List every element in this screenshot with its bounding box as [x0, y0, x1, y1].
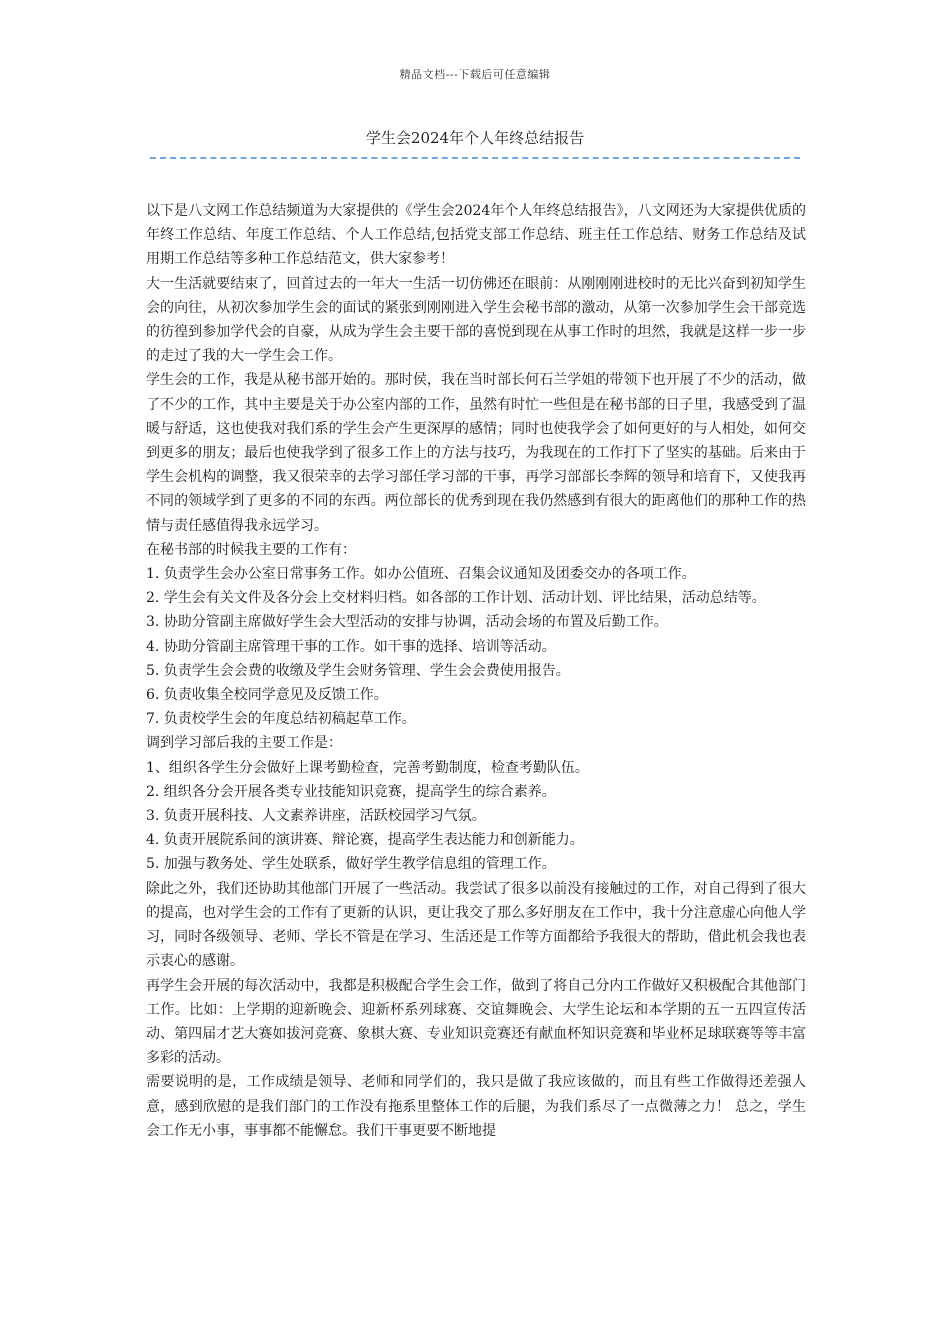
list-item: 4. 负责开展院系间的演讲赛、辩论赛，提高学生表达能力和创新能力。 [146, 832, 584, 849]
list-item: 3. 协助分管副主席做好学生会大型活动的安排与协调，活动会场的布置及后勤工作。 [146, 614, 668, 631]
intro-paragraph: 以下是八文网工作总结频道为大家提供的《学生会2024年个人年终总结报告》，八文网还为大家提供优质的年终工作总结、年度工作总结、个人工作总结,包括党支部工作总结、班主任工作总结、财务工作总结及试用期工作总结等多种工作总结范文，供大家参考！ [146, 203, 806, 268]
list-item: 5. 负责学生会会费的收缴及学生会财务管理、学生会会费使用报告。 [146, 662, 570, 679]
body-paragraph: 再学生会开展的每次活动中，我都是积极配合学生会工作，做到了将自己分内工作做好又积极配合其他部门工作。比如：上学期的迎新晚会、迎新杯系列球赛、交谊舞晚会、大学生论坛和本学期的五一五四宣传活动、第四届才艺大赛如拔河竞赛、象棋大赛、专业知识竞赛还有献血杯知识竞赛和毕业杯足球联赛等等丰富多彩的活动。 [146, 977, 806, 1067]
section-lead: 在秘书部的时候我主要的工作有： [146, 541, 356, 558]
list-item: 2. 组织各分会开展各类专业技能知识竞赛，提高学生的综合素养。 [146, 783, 556, 800]
section-lead: 调到学习部后我的主要工作是： [146, 735, 342, 752]
list-item: 3. 负责开展科技、人文素养讲座，活跃校园学习气氛。 [146, 808, 486, 825]
list-item: 1. 负责学生会办公室日常事务工作。如办公值班、召集会议通知及团委交办的各项工作。 [146, 566, 696, 583]
page-header-note: 精品文档---下载后可任意编辑 [399, 68, 551, 81]
list-item: 7. 负责校学生会的年度总结初稿起草工作。 [146, 711, 416, 728]
body-paragraph: 大一生活就要结束了，回首过去的一年大一生活一切仿佛还在眼前：从刚刚刚进校时的无比兴奋到初知学生会的向往，从初次参加学生会的面试的紧张到刚刚进入学生会秘书部的激动，从第一次参加学生会干部竞选的彷徨到参加学代会的自豪，从成为学生会主要干部的喜悦到现在从事工作时的坦然，我就是这样一步一步的走过了我的大一学生会工作。 [146, 275, 806, 365]
list-item: 5. 加强与教务处、学生处联系，做好学生教学信息组的管理工作。 [146, 856, 556, 873]
body-paragraph: 除此之外，我们还协助其他部门开展了一些活动。我尝试了很多以前没有接触过的工作，对自己得到了很大的提高，也对学生会的工作有了更新的认识，更让我交了那么多好朋友在工作中，我十分注意虚心向他人学习，同时各级领导、老师、学长不管是在学习、生活还是工作等方面都给予我很大的帮助，借此机会我也表示衷心的感谢。 [146, 880, 806, 970]
document-title: 学生会2024年个人年终总结报告 [365, 129, 585, 147]
list-item: 1、组织各学生分会做好上课考勤检查，完善考勤制度，检查考勤队伍。 [146, 759, 589, 776]
list-item: 2. 学生会有关文件及各分会上交材料归档。如各部的工作计划、活动计划、评比结果，活动总结等。 [146, 590, 766, 607]
body-paragraph: 学生会的工作，我是从秘书部开始的。那时侯，我在当时部长何石兰学姐的带领下也开展了不少的活动，做了不少的工作，其中主要是关于办公室内部的工作，虽然有时忙一些但是在秘书部的日子里，我感受到了温暖与舒适，这也使我对我们系的学生会产生更深厚的感情；同时也使我学会了如何更好的与人相处，如何交到更多的朋友；最后也使我学到了很多工作上的方法与技巧，为我现在的工作打下了坚实的基础。后来由于学生会机构的调整，我又很荣幸的去学习部任学习部的干事，再学习部部长李辉的领导和培育下，又使我再不同的领域学到了更多的不同的东西。两位部长的优秀到现在我仍然感到有很大的距离他们的那种工作的热情与责任感值得我永远学习。 [146, 372, 806, 534]
document-body [146, 199, 806, 1143]
list-item: 4. 协助分管副主席管理干事的工作。如干事的选择、培训等活动。 [146, 638, 556, 655]
body-paragraph: 需要说明的是，工作成绩是领导、老师和同学们的，我只是做了我应该做的，而且有些工作做得还差强人意，感到欣慰的是我们部门的工作没有拖系里整体工作的后腿，为我们系尽了一点微薄之力！ 总之，学生会工作无小事，事事都不能懈怠。我们干事更要不断地提 [146, 1074, 806, 1139]
list-item: 6. 负责收集全校同学意见及反馈工作。 [146, 687, 388, 704]
title-divider [150, 157, 800, 159]
